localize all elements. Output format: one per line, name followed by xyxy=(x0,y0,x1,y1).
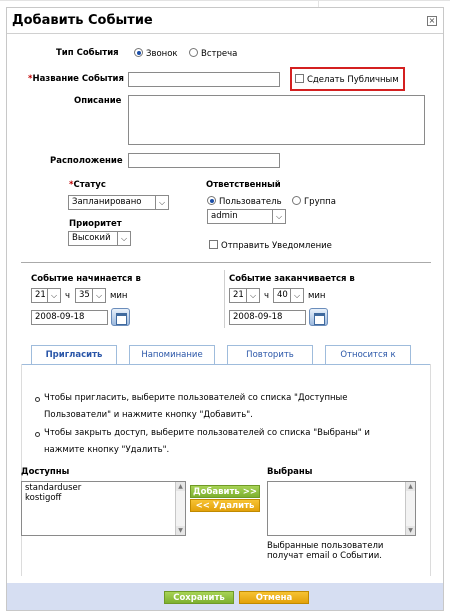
location-input[interactable] xyxy=(128,153,280,168)
checkbox-unchecked-icon xyxy=(295,74,304,83)
start-minute-value: 35 xyxy=(79,290,90,300)
selected-users-list[interactable] xyxy=(267,481,416,536)
start-label: Событие начинается в xyxy=(31,274,141,284)
status-select-value: Запланировано xyxy=(72,197,142,207)
radio-checked-icon xyxy=(134,48,143,57)
section-divider xyxy=(21,262,431,263)
radio-checked-icon xyxy=(207,196,216,205)
close-icon[interactable]: × xyxy=(428,16,436,25)
chevron-down-icon: ⌵ xyxy=(272,210,285,223)
end-hour-unit: ч xyxy=(264,291,270,301)
remove-user-button[interactable]: << Удалить xyxy=(190,499,260,512)
start-minute-unit: мин xyxy=(110,291,128,301)
available-users-list[interactable] xyxy=(21,481,186,536)
responsible-user-select[interactable] xyxy=(207,209,286,224)
event-name-label xyxy=(28,74,124,84)
chevron-down-icon: ⌵ xyxy=(246,289,259,302)
responsible-group-radio[interactable] xyxy=(292,196,336,207)
status-select[interactable] xyxy=(68,195,169,210)
start-minute-select[interactable] xyxy=(75,288,106,303)
scroll-down-icon[interactable]: ▼ xyxy=(406,526,415,535)
end-hour-select[interactable] xyxy=(229,288,260,303)
calendar-icon[interactable] xyxy=(111,308,130,326)
description-textarea[interactable] xyxy=(128,95,425,145)
scroll-up-icon[interactable]: ▲ xyxy=(406,482,415,491)
responsible-label: Ответственный xyxy=(206,180,281,190)
end-date-input[interactable]: 2008-09-18 xyxy=(229,310,306,325)
tab-reminder[interactable]: Напоминание xyxy=(129,345,215,365)
send-notification-checkbox[interactable] xyxy=(209,240,332,251)
event-name-label-text: Название События xyxy=(32,74,124,84)
instruction-line: нажмите кнопку "Удалить". xyxy=(44,445,170,455)
checkbox-unchecked-icon xyxy=(209,240,218,249)
status-label xyxy=(69,180,106,190)
dialog-footer xyxy=(7,583,443,610)
priority-select[interactable] xyxy=(68,231,131,246)
start-date-input[interactable]: 2008-09-18 xyxy=(31,310,108,325)
column-divider xyxy=(224,270,225,328)
scroll-down-icon[interactable]: ▼ xyxy=(176,526,185,535)
email-note xyxy=(267,541,383,561)
event-name-input[interactable] xyxy=(128,72,280,87)
required-mark: * xyxy=(69,180,74,190)
email-note-line: Выбранные пользователи xyxy=(267,541,384,551)
radio-unchecked-icon xyxy=(292,196,301,205)
make-public-checkbox[interactable] xyxy=(295,74,399,85)
end-hour-value: 21 xyxy=(233,290,244,300)
chevron-down-icon: ⌵ xyxy=(47,289,60,302)
background-line xyxy=(318,0,319,7)
dialog-titlebar xyxy=(7,8,443,34)
chevron-down-icon: ⌵ xyxy=(117,232,130,245)
add-event-dialog xyxy=(6,7,444,611)
instruction-line: Пользователи" и нажмите кнопку "Добавить". xyxy=(44,410,253,420)
start-hour-select[interactable] xyxy=(31,288,61,303)
list-item[interactable]: kostigoff xyxy=(25,493,62,503)
responsible-group-label: Группа xyxy=(304,197,336,207)
responsible-user-label: Пользователь xyxy=(219,197,282,207)
send-notification-label: Отправить Уведомление xyxy=(221,241,332,251)
add-user-button[interactable]: Добавить >> xyxy=(190,485,260,498)
start-hour-value: 21 xyxy=(35,290,46,300)
required-mark: * xyxy=(28,74,33,84)
save-button[interactable]: Сохранить xyxy=(164,591,234,604)
tab-invite[interactable]: Пригласить xyxy=(31,345,117,365)
status-label-text: Статус xyxy=(73,180,106,190)
event-type-meeting-radio[interactable] xyxy=(189,48,237,59)
description-label: Описание xyxy=(74,96,122,106)
tab-related-to[interactable]: Относится к xyxy=(325,345,411,365)
priority-label: Приоритет xyxy=(69,219,122,229)
event-type-call-label: Звонок xyxy=(146,49,178,59)
calendar-icon[interactable] xyxy=(309,308,328,326)
start-hour-unit: ч xyxy=(65,291,71,301)
event-type-meeting-label: Встреча xyxy=(201,49,238,59)
chevron-down-icon: ⌵ xyxy=(155,196,168,209)
background-line xyxy=(0,0,450,1)
event-type-call-radio[interactable] xyxy=(134,48,178,59)
end-label: Событие заканчивается в xyxy=(229,274,355,284)
instruction-item xyxy=(44,390,348,424)
location-label: Расположение xyxy=(50,156,123,166)
responsible-user-radio[interactable] xyxy=(207,196,282,207)
available-users-label: Доступны xyxy=(21,467,70,477)
scroll-up-icon[interactable]: ▲ xyxy=(176,482,185,491)
make-public-label: Сделать Публичным xyxy=(307,75,399,85)
end-minute-select[interactable] xyxy=(273,288,304,303)
responsible-user-value: admin xyxy=(211,211,238,221)
chevron-down-icon: ⌵ xyxy=(92,289,105,302)
event-type-label: Тип События xyxy=(56,48,119,58)
selected-users-label: Выбраны xyxy=(267,467,313,477)
instruction-item xyxy=(44,425,370,459)
chevron-down-icon: ⌵ xyxy=(290,289,303,302)
instruction-line: Чтобы закрыть доступ, выберите пользователей со списка "Выбраны" и xyxy=(44,428,370,438)
scrollbar[interactable] xyxy=(175,482,185,535)
priority-select-value: Высокий xyxy=(72,233,111,243)
end-minute-unit: мин xyxy=(308,291,326,301)
scrollbar[interactable] xyxy=(405,482,415,535)
end-minute-value: 40 xyxy=(277,290,288,300)
email-note-line: получат email о Событии. xyxy=(267,551,382,561)
instruction-line: Чтобы пригласить, выберите пользователей со списка "Доступные xyxy=(44,393,348,403)
cancel-button[interactable]: Отмена xyxy=(239,591,309,604)
list-item[interactable]: standarduser xyxy=(25,483,82,493)
radio-unchecked-icon xyxy=(189,48,198,57)
dialog-title: Добавить Событие xyxy=(12,13,153,28)
tab-repeat[interactable]: Повторить xyxy=(227,345,313,365)
